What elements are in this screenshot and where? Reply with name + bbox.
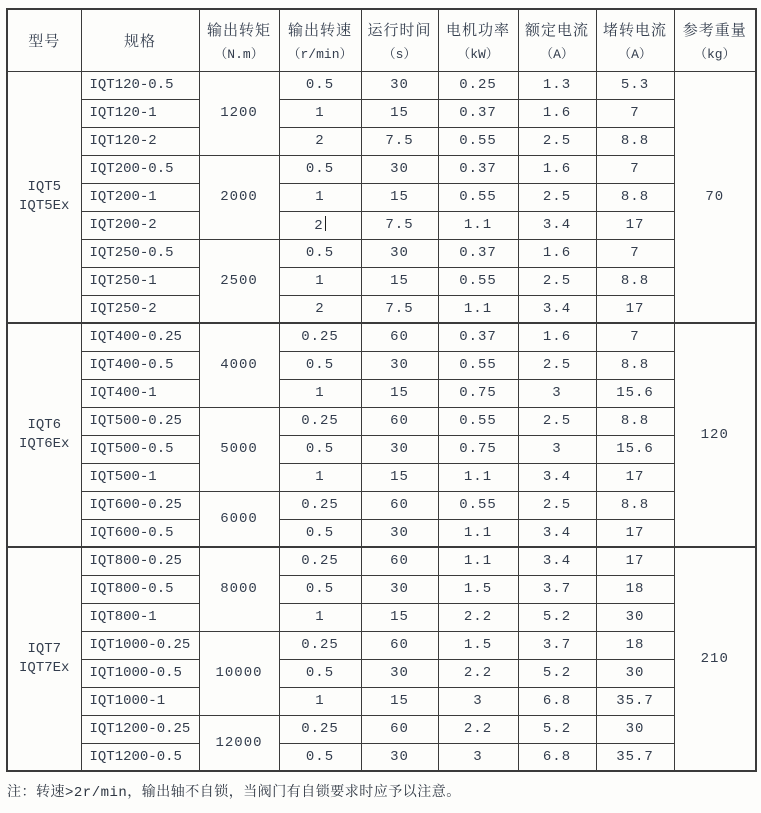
spec-cell[interactable]: IQT200-1 bbox=[81, 183, 199, 211]
stall-current-cell[interactable]: 8.8 bbox=[596, 351, 674, 379]
column-header-6[interactable] bbox=[518, 9, 596, 71]
speed-cell[interactable] bbox=[279, 407, 361, 435]
rated-current-cell[interactable]: 3.4 bbox=[518, 211, 596, 239]
stall-current-cell[interactable]: 35.7 bbox=[596, 743, 674, 771]
rated-current-cell[interactable]: 3.4 bbox=[518, 295, 596, 323]
time-cell[interactable]: 15 bbox=[361, 267, 438, 295]
model-line: IQT7Ex bbox=[19, 660, 70, 676]
power-cell[interactable]: 0.37 bbox=[438, 323, 518, 351]
speed-value: 0.5 bbox=[305, 357, 335, 373]
rated-current-cell[interactable]: 2.5 bbox=[518, 351, 596, 379]
column-title: 电机功率 bbox=[445, 22, 510, 40]
speed-value: 0.25 bbox=[301, 553, 339, 570]
model-line: IQT5 bbox=[27, 178, 62, 195]
stall-current-cell[interactable]: 30 bbox=[596, 715, 674, 743]
rated-current-cell[interactable]: 2.5 bbox=[518, 491, 596, 519]
time-cell[interactable]: 15 bbox=[361, 603, 438, 631]
table-row bbox=[7, 435, 756, 463]
table-row bbox=[7, 155, 756, 183]
stall-current-cell[interactable]: 8.8 bbox=[596, 407, 674, 435]
rated-current-cell[interactable]: 3.4 bbox=[518, 463, 596, 491]
rated-current-cell[interactable]: 1.6 bbox=[518, 99, 596, 127]
time-cell[interactable]: 60 bbox=[361, 491, 438, 519]
stall-current-cell[interactable]: 7 bbox=[596, 99, 674, 127]
time-cell[interactable]: 15 bbox=[361, 463, 438, 491]
speed-cell[interactable] bbox=[279, 155, 361, 183]
rated-current-cell[interactable]: 2.5 bbox=[518, 407, 596, 435]
table-row bbox=[7, 323, 756, 351]
power-cell[interactable]: 0.37 bbox=[438, 239, 518, 267]
rated-current-cell[interactable]: 6.8 bbox=[518, 743, 596, 771]
speed-value: 0.5 bbox=[305, 748, 335, 765]
power-cell[interactable]: 3 bbox=[438, 743, 518, 771]
speed-value: 0.5 bbox=[305, 441, 335, 457]
spec-cell[interactable]: IQT1000-1 bbox=[81, 687, 199, 715]
column-title: 规格 bbox=[123, 33, 156, 51]
time-cell[interactable]: 30 bbox=[361, 155, 438, 183]
column-header-7[interactable] bbox=[596, 9, 674, 71]
rated-current-cell[interactable]: 3.7 bbox=[518, 631, 596, 659]
speed-value: 2 bbox=[314, 218, 324, 234]
table-row bbox=[7, 267, 756, 295]
weight-cell[interactable]: 70 bbox=[674, 71, 756, 323]
stall-current-cell[interactable]: 18 bbox=[596, 631, 674, 659]
power-cell[interactable]: 0.55 bbox=[438, 407, 518, 435]
column-title: 额定电流 bbox=[524, 22, 589, 40]
rated-current-cell[interactable]: 3.4 bbox=[518, 547, 596, 575]
stall-current-cell[interactable]: 7 bbox=[596, 323, 674, 351]
rated-current-cell[interactable]: 2.5 bbox=[518, 183, 596, 211]
time-cell[interactable]: 30 bbox=[361, 743, 438, 771]
table-row bbox=[7, 715, 756, 743]
time-cell[interactable]: 15 bbox=[361, 687, 438, 715]
speed-cell[interactable] bbox=[279, 659, 361, 687]
power-cell[interactable]: 2.2 bbox=[438, 603, 518, 631]
column-title: 堵转电流 bbox=[602, 22, 667, 40]
stall-current-cell[interactable]: 17 bbox=[596, 295, 674, 323]
column-header-3[interactable] bbox=[279, 9, 361, 71]
spec-cell[interactable]: IQT120-1 bbox=[81, 99, 199, 127]
column-title: 运行时间 bbox=[367, 22, 432, 40]
model-cell[interactable] bbox=[7, 71, 81, 323]
spec-cell[interactable]: IQT120-2 bbox=[81, 127, 199, 155]
spec-cell[interactable]: IQT200-2 bbox=[81, 211, 199, 239]
table-header bbox=[7, 9, 756, 71]
table-row bbox=[7, 351, 756, 379]
stall-current-cell[interactable]: 5.3 bbox=[596, 71, 674, 99]
time-cell[interactable]: 60 bbox=[361, 715, 438, 743]
time-cell[interactable]: 30 bbox=[361, 351, 438, 379]
speed-cell[interactable] bbox=[279, 603, 361, 631]
rated-current-cell[interactable]: 3 bbox=[518, 435, 596, 463]
rated-current-cell[interactable]: 3.7 bbox=[518, 575, 596, 603]
column-title: 输出转速 bbox=[287, 22, 352, 40]
column-title: 输出转矩 bbox=[206, 22, 271, 40]
power-cell[interactable]: 1.1 bbox=[438, 211, 518, 239]
footnote[interactable]: 注：转速>2r/min，输出轴不自锁，当阀门有自锁要求时应予以注意。 bbox=[7, 785, 461, 801]
speed-value: 0.25 bbox=[301, 413, 339, 429]
spec-cell[interactable]: IQT600-0.5 bbox=[81, 519, 199, 547]
column-header-4[interactable] bbox=[361, 9, 438, 71]
power-cell[interactable]: 0.55 bbox=[438, 183, 518, 211]
speed-value: 1 bbox=[315, 273, 325, 289]
spec-cell[interactable]: IQT400-0.25 bbox=[81, 323, 199, 351]
spec-cell[interactable]: IQT250-0.5 bbox=[81, 239, 199, 267]
table-row bbox=[7, 71, 756, 99]
rated-current-cell[interactable]: 1.6 bbox=[518, 323, 596, 351]
table-row bbox=[7, 183, 756, 211]
spec-cell[interactable]: IQT800-1 bbox=[81, 603, 199, 631]
speed-cell[interactable] bbox=[279, 351, 361, 379]
table-row bbox=[7, 211, 756, 239]
spec-cell[interactable]: IQT600-0.25 bbox=[81, 491, 199, 519]
speed-cell[interactable] bbox=[279, 519, 361, 547]
rated-current-cell[interactable]: 3.4 bbox=[518, 519, 596, 547]
speed-cell[interactable] bbox=[279, 323, 361, 351]
speed-cell[interactable] bbox=[279, 379, 361, 407]
column-title: 参考重量 bbox=[682, 22, 747, 40]
stall-current-cell[interactable]: 8.8 bbox=[596, 127, 674, 155]
model-line: IQT6 bbox=[27, 417, 62, 433]
table-row bbox=[7, 631, 756, 659]
spec-cell[interactable]: IQT120-0.5 bbox=[81, 71, 199, 99]
column-header-5[interactable] bbox=[438, 9, 518, 71]
speed-cell[interactable] bbox=[279, 99, 361, 127]
power-cell[interactable]: 1.1 bbox=[438, 295, 518, 323]
table-row bbox=[7, 99, 756, 127]
power-cell[interactable]: 0.55 bbox=[438, 351, 518, 379]
time-cell[interactable]: 15 bbox=[361, 379, 438, 407]
table-row bbox=[7, 127, 756, 155]
stall-current-cell[interactable]: 35.7 bbox=[596, 687, 674, 715]
torque-cell[interactable]: 10000 bbox=[199, 631, 279, 715]
column-unit: （r/min） bbox=[287, 46, 353, 62]
stall-current-cell[interactable]: 17 bbox=[596, 211, 674, 239]
power-cell[interactable]: 0.75 bbox=[438, 435, 518, 463]
rated-current-cell[interactable]: 1.6 bbox=[518, 239, 596, 267]
power-cell[interactable]: 0.55 bbox=[438, 127, 518, 155]
table-row bbox=[7, 407, 756, 435]
speed-value: 2 bbox=[315, 300, 325, 317]
time-cell[interactable]: 30 bbox=[361, 435, 438, 463]
power-cell[interactable]: 1.1 bbox=[438, 547, 518, 575]
stall-current-cell[interactable]: 8.8 bbox=[596, 267, 674, 295]
speed-value: 0.5 bbox=[305, 245, 335, 261]
column-unit: （A） bbox=[618, 46, 652, 62]
power-cell[interactable]: 1.5 bbox=[438, 631, 518, 659]
stall-current-cell[interactable]: 8.8 bbox=[596, 183, 674, 211]
spec-cell[interactable]: IQT500-0.5 bbox=[81, 435, 199, 463]
rated-current-cell[interactable]: 5.2 bbox=[518, 715, 596, 743]
stall-current-cell[interactable]: 30 bbox=[596, 603, 674, 631]
spec-cell[interactable]: IQT400-0.5 bbox=[81, 351, 199, 379]
power-cell[interactable]: 0.55 bbox=[438, 267, 518, 295]
speed-value: 0.5 bbox=[305, 77, 335, 93]
speed-cell[interactable] bbox=[279, 435, 361, 463]
speed-value: 0.5 bbox=[305, 581, 335, 597]
speed-value: 1 bbox=[315, 105, 325, 121]
stall-current-cell[interactable]: 17 bbox=[596, 519, 674, 547]
power-cell[interactable]: 2.2 bbox=[438, 659, 518, 687]
time-cell[interactable]: 60 bbox=[361, 631, 438, 659]
spec-cell[interactable]: IQT1000-0.5 bbox=[81, 659, 199, 687]
model-line: IQT6Ex bbox=[19, 436, 70, 452]
column-header-1[interactable] bbox=[81, 9, 199, 71]
power-cell[interactable]: 2.2 bbox=[438, 715, 518, 743]
time-cell[interactable]: 30 bbox=[361, 71, 438, 99]
rated-current-cell[interactable]: 5.2 bbox=[518, 659, 596, 687]
power-cell[interactable]: 0.37 bbox=[438, 99, 518, 127]
column-title: 型号 bbox=[28, 33, 61, 51]
power-cell[interactable]: 1.1 bbox=[438, 519, 518, 547]
power-cell[interactable]: 1.1 bbox=[438, 463, 518, 491]
speed-value: 1 bbox=[315, 189, 325, 205]
speed-cell[interactable] bbox=[279, 295, 361, 323]
power-cell[interactable]: 0.25 bbox=[438, 71, 518, 99]
table-row bbox=[7, 575, 756, 603]
power-cell[interactable]: 0.37 bbox=[438, 155, 518, 183]
model-line: IQT7 bbox=[27, 641, 62, 657]
table-row bbox=[7, 239, 756, 267]
table-row bbox=[7, 491, 756, 519]
rated-current-cell[interactable]: 3 bbox=[518, 379, 596, 407]
rated-current-cell[interactable]: 2.5 bbox=[518, 127, 596, 155]
spec-cell[interactable]: IQT250-1 bbox=[81, 267, 199, 295]
power-cell[interactable]: 0.75 bbox=[438, 379, 518, 407]
time-cell[interactable]: 30 bbox=[361, 519, 438, 547]
speed-cell[interactable] bbox=[279, 71, 361, 99]
stall-current-cell[interactable]: 15.6 bbox=[596, 379, 674, 407]
stall-current-cell[interactable]: 15.6 bbox=[596, 435, 674, 463]
speed-cell[interactable] bbox=[279, 183, 361, 211]
power-cell[interactable]: 3 bbox=[438, 687, 518, 715]
stall-current-cell[interactable]: 7 bbox=[596, 155, 674, 183]
speed-cell[interactable] bbox=[279, 491, 361, 519]
speed-value: 1 bbox=[315, 385, 325, 401]
rated-current-cell[interactable]: 2.5 bbox=[518, 267, 596, 295]
stall-current-cell[interactable]: 17 bbox=[596, 547, 674, 575]
rated-current-cell[interactable]: 5.2 bbox=[518, 603, 596, 631]
column-header-0[interactable] bbox=[7, 9, 81, 71]
time-cell[interactable]: 15 bbox=[361, 183, 438, 211]
speed-value: 0.5 bbox=[305, 524, 335, 541]
column-unit: （s） bbox=[382, 46, 417, 62]
document-page bbox=[6, 8, 755, 801]
speed-value: 0.25 bbox=[301, 497, 339, 513]
torque-cell[interactable]: 2000 bbox=[199, 155, 279, 239]
table-body bbox=[7, 71, 756, 771]
spec-cell[interactable]: IQT1200-0.5 bbox=[81, 743, 199, 771]
time-cell[interactable]: 7.5 bbox=[361, 127, 438, 155]
speed-value: 0.25 bbox=[301, 329, 339, 346]
torque-cell[interactable]: 12000 bbox=[199, 715, 279, 771]
speed-cell[interactable] bbox=[279, 267, 361, 295]
speed-cell[interactable] bbox=[279, 127, 361, 155]
speed-cell[interactable] bbox=[279, 463, 361, 491]
spec-cell[interactable]: IQT800-0.25 bbox=[81, 547, 199, 575]
speed-value: 0.5 bbox=[305, 161, 335, 177]
model-cell[interactable] bbox=[7, 323, 81, 547]
time-cell[interactable]: 60 bbox=[361, 323, 438, 351]
speed-value: 1 bbox=[315, 609, 325, 625]
time-cell[interactable]: 60 bbox=[361, 547, 438, 575]
speed-cell[interactable] bbox=[279, 575, 361, 603]
torque-cell[interactable]: 1200 bbox=[199, 71, 279, 155]
speed-cell[interactable] bbox=[279, 715, 361, 743]
table-row bbox=[7, 463, 756, 491]
column-unit: （kg） bbox=[693, 46, 736, 62]
spec-cell[interactable]: IQT200-0.5 bbox=[81, 155, 199, 183]
torque-cell[interactable]: 6000 bbox=[199, 491, 279, 547]
table-row bbox=[7, 379, 756, 407]
weight-cell[interactable]: 120 bbox=[674, 323, 756, 547]
table-row bbox=[7, 603, 756, 631]
table-row bbox=[7, 687, 756, 715]
time-cell[interactable]: 15 bbox=[361, 99, 438, 127]
speed-value: 0.5 bbox=[305, 665, 335, 681]
stall-current-cell[interactable]: 7 bbox=[596, 239, 674, 267]
spec-cell[interactable]: IQT500-1 bbox=[81, 463, 199, 491]
rated-current-cell[interactable]: 1.6 bbox=[518, 155, 596, 183]
table-row bbox=[7, 295, 756, 323]
spec-cell[interactable]: IQT800-0.5 bbox=[81, 575, 199, 603]
speed-value: 0.25 bbox=[301, 721, 339, 737]
power-cell[interactable]: 1.5 bbox=[438, 575, 518, 603]
table-row bbox=[7, 659, 756, 687]
column-header-2[interactable] bbox=[199, 9, 279, 71]
rated-current-cell[interactable]: 6.8 bbox=[518, 687, 596, 715]
torque-cell[interactable]: 8000 bbox=[199, 547, 279, 631]
torque-cell[interactable]: 4000 bbox=[199, 323, 279, 407]
column-header-8[interactable] bbox=[674, 9, 756, 71]
power-cell[interactable]: 0.55 bbox=[438, 491, 518, 519]
spec-cell[interactable]: IQT1000-0.25 bbox=[81, 631, 199, 659]
column-unit: （kW） bbox=[457, 46, 499, 62]
speed-value: 1 bbox=[315, 693, 325, 709]
time-cell[interactable]: 7.5 bbox=[361, 211, 438, 239]
time-cell[interactable]: 30 bbox=[361, 239, 438, 267]
speed-value: 2 bbox=[315, 133, 325, 149]
torque-cell[interactable]: 2500 bbox=[199, 239, 279, 323]
rated-current-cell[interactable]: 1.3 bbox=[518, 71, 596, 99]
speed-value: 0.25 bbox=[301, 637, 339, 653]
spec-table bbox=[6, 8, 757, 772]
stall-current-cell[interactable]: 17 bbox=[596, 463, 674, 491]
spec-cell[interactable]: IQT1200-0.25 bbox=[81, 715, 199, 743]
spec-cell[interactable]: IQT500-0.25 bbox=[81, 407, 199, 435]
header-row bbox=[7, 9, 756, 71]
model-line: IQT5Ex bbox=[19, 197, 70, 214]
text-caret bbox=[325, 216, 326, 231]
speed-cell[interactable] bbox=[279, 687, 361, 715]
stall-current-cell[interactable]: 8.8 bbox=[596, 491, 674, 519]
time-cell[interactable]: 60 bbox=[361, 407, 438, 435]
speed-value: 1 bbox=[315, 469, 325, 485]
spec-cell[interactable]: IQT250-2 bbox=[81, 295, 199, 323]
table-row bbox=[7, 743, 756, 771]
weight-cell[interactable]: 210 bbox=[674, 547, 756, 771]
time-cell[interactable]: 7.5 bbox=[361, 295, 438, 323]
stall-current-cell[interactable]: 18 bbox=[596, 575, 674, 603]
column-unit: （N.m） bbox=[214, 46, 264, 62]
column-unit: （A） bbox=[540, 46, 574, 62]
table-row bbox=[7, 519, 756, 547]
spec-cell[interactable]: IQT400-1 bbox=[81, 379, 199, 407]
stall-current-cell[interactable]: 30 bbox=[596, 659, 674, 687]
speed-cell[interactable] bbox=[279, 211, 361, 239]
speed-cell[interactable] bbox=[279, 547, 361, 575]
speed-cell[interactable] bbox=[279, 743, 361, 771]
torque-cell[interactable]: 5000 bbox=[199, 407, 279, 491]
table-row bbox=[7, 547, 756, 575]
model-cell[interactable] bbox=[7, 547, 81, 771]
speed-cell[interactable] bbox=[279, 239, 361, 267]
time-cell[interactable]: 30 bbox=[361, 659, 438, 687]
time-cell[interactable]: 30 bbox=[361, 575, 438, 603]
speed-cell[interactable] bbox=[279, 631, 361, 659]
